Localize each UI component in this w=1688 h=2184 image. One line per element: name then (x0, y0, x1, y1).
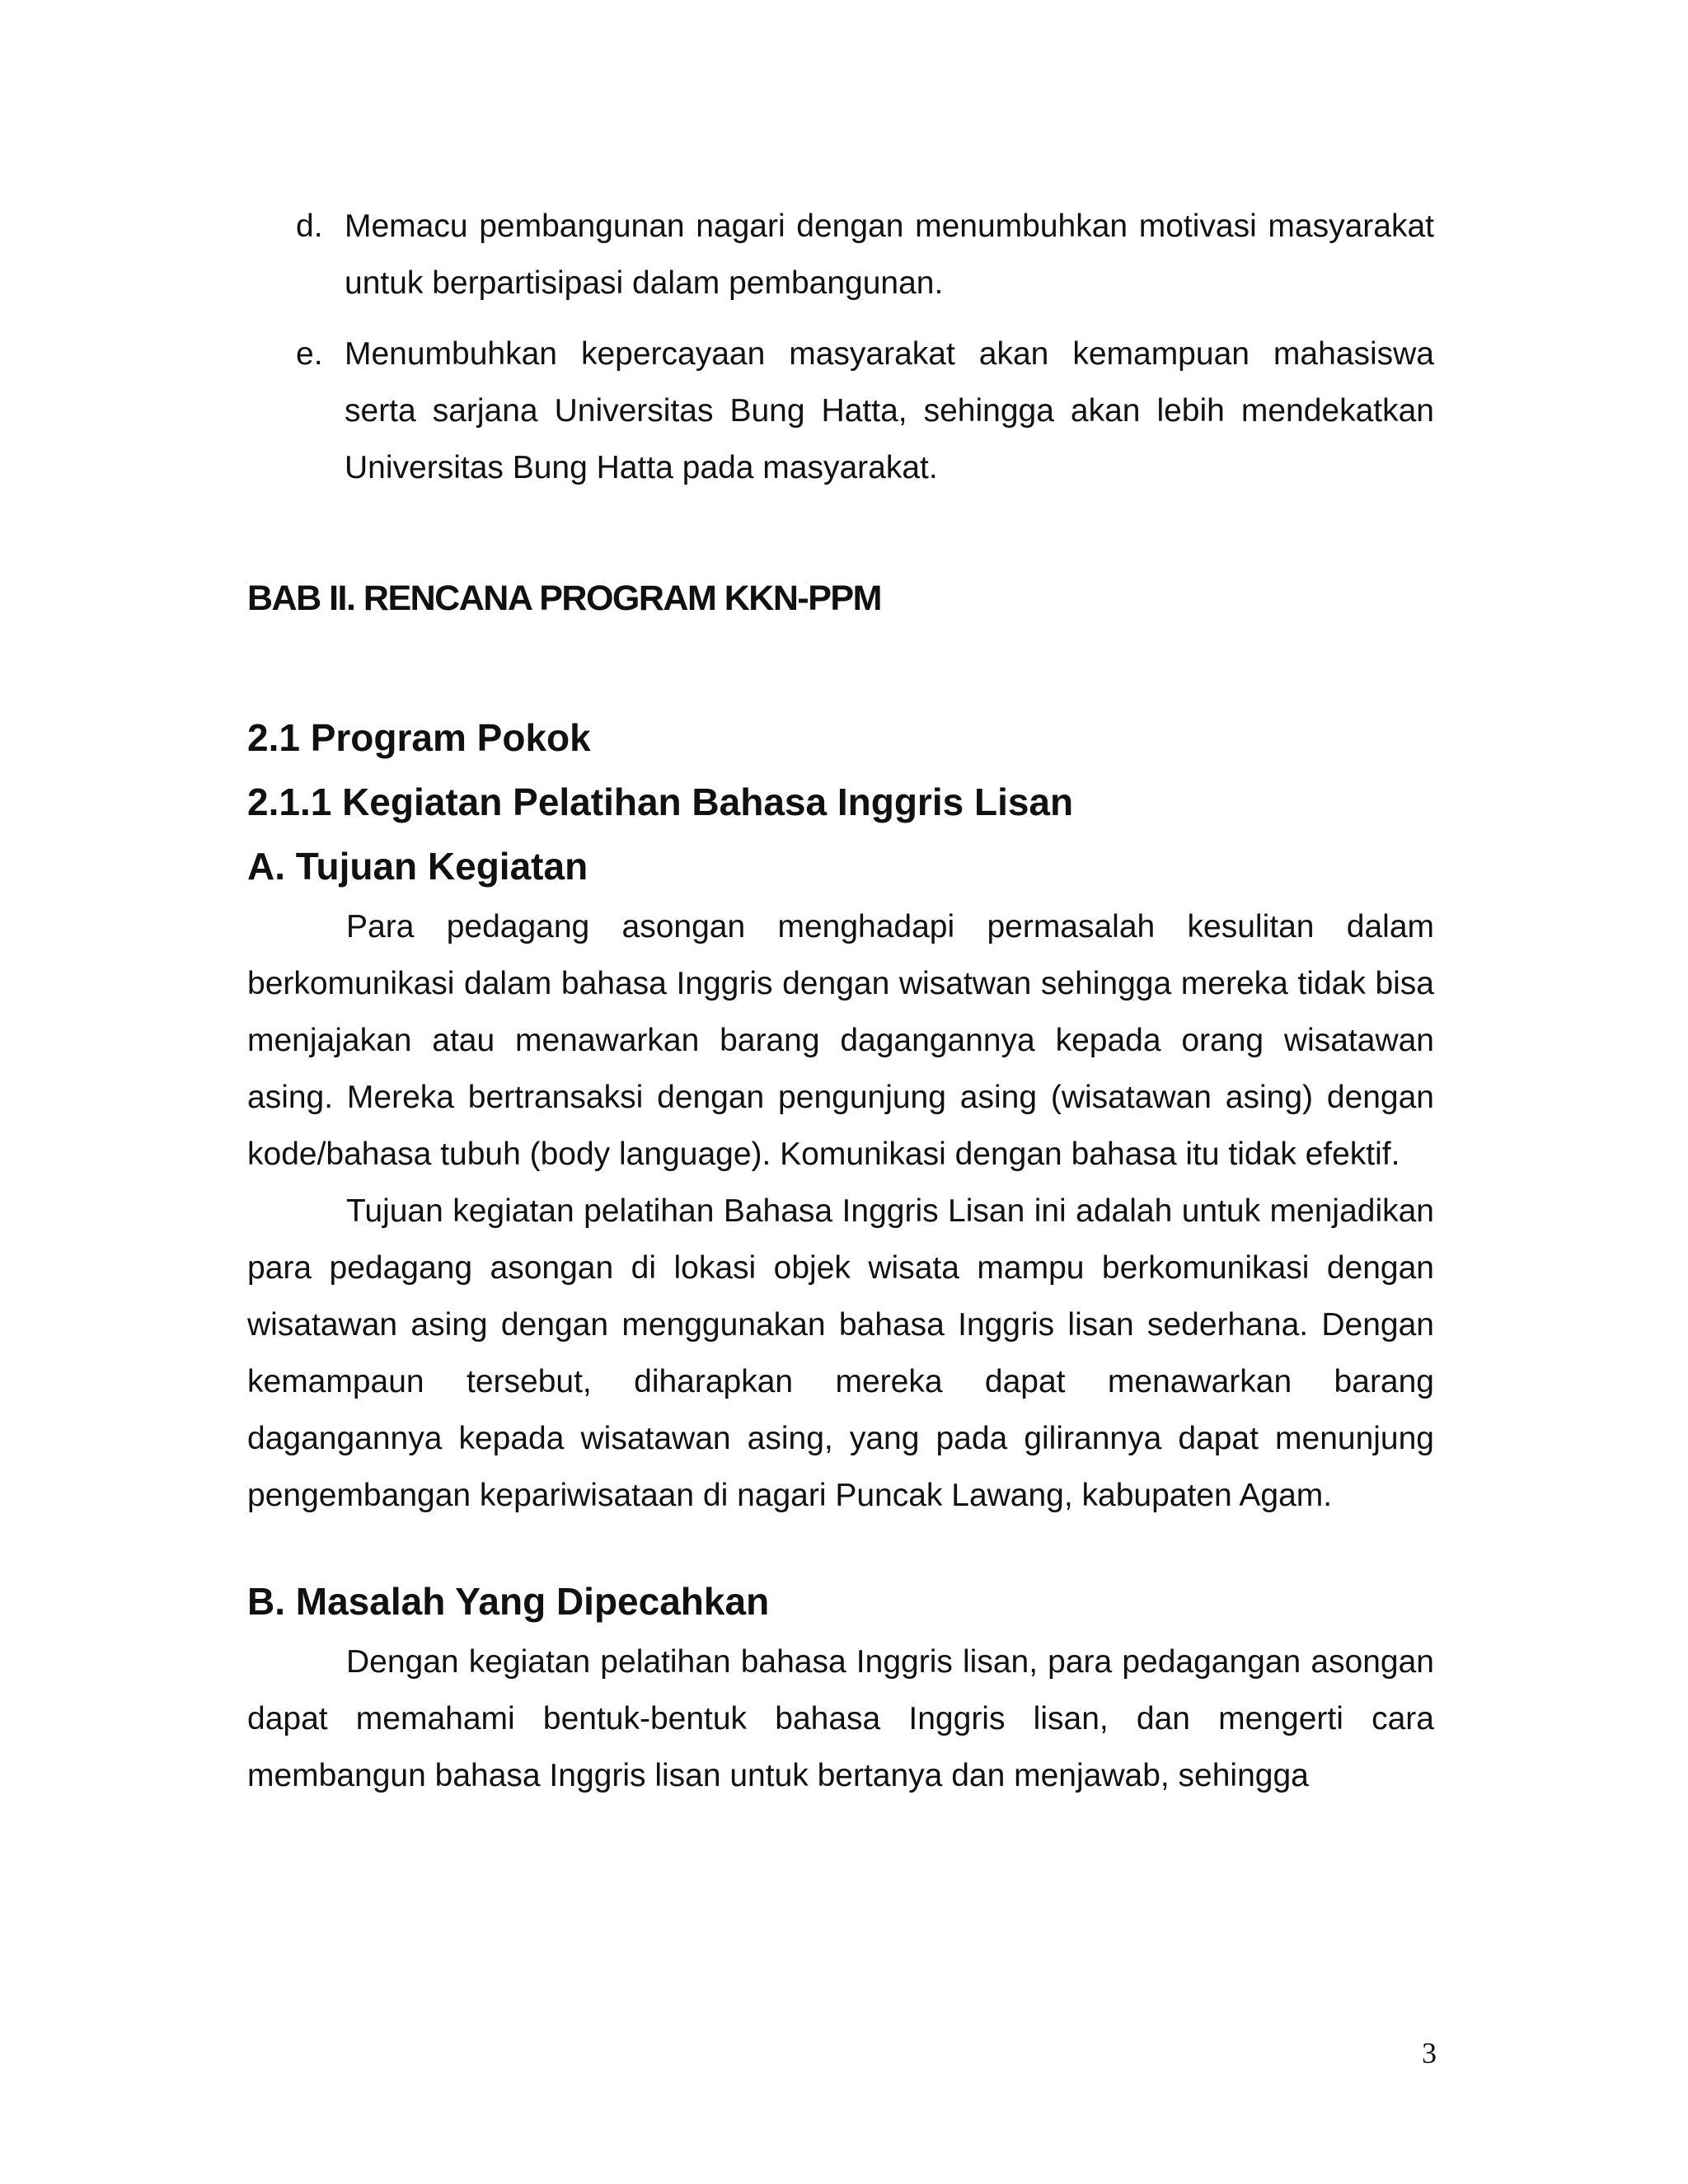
list-item (247, 198, 1434, 312)
part-a-heading: A. Tujuan Kegiatan (247, 845, 588, 888)
paragraph: Dengan kegiatan pelatihan bahasa Inggris lisan, para pedagangan asongan dapat memahami bentuk-bentuk bahasa Inggris lisan, dan mengerti cara membangun bahasa Inggris lisan untuk bertanya dan menjawab, sehingga (247, 1644, 1434, 1793)
page-number: 3 (1422, 2036, 1437, 2069)
list-item-text: Menumbuhkan kepercayaan masyarakat akan kemampuan mahasiswa serta sarjana Universitas Bung Hatta, sehingga akan lebih mendekatkan Universitas Bung Hatta pada masyarakat. (345, 336, 1434, 485)
page-content (247, 198, 1434, 1804)
list-item-text: Memacu pembangunan nagari dengan menumbuhkan motivasi masyarakat untuk berpartisipasi dalam pembangunan. (345, 209, 1434, 301)
paragraph: Tujuan kegiatan pelatihan Bahasa Inggris Lisan ini adalah untuk menjadikan para pedagang asongan di lokasi objek wisata mampu berkomunikasi dengan wisatawan asing dengan menggunakan bahasa Inggris lisan sederhana. Dengan kemampaun tersebut, diharapkan mereka dapat menawarkan barang dagangannya kepada wisatawan asing, yang pada gilirannya dapat menunjung pengembangan kepariwisataan di nagari Puncak Lawang, kabupaten Agam. (247, 1193, 1434, 1513)
chapter-heading: BAB II. RENCANA PROGRAM KKN-PPM (247, 579, 881, 618)
objective-list (247, 198, 1434, 496)
section-heading: 2.1 Program Pokok (247, 716, 591, 759)
list-marker: d. (296, 209, 323, 244)
list-marker: e. (296, 336, 323, 372)
paragraph: Para pedagang asongan menghadapi permasalah kesulitan dalam berkomunikasi dalam bahasa Inggris dengan wisatwan sehingga mereka tidak bisa menjajakan atau menawarkan barang dagangannya kepada orang wisatawan asing. Mereka bertransaksi dengan pengunjung asing (wisatawan asing) dengan kode/bahasa tubuh (body language). Komunikasi dengan bahasa itu tidak efektif. (247, 909, 1434, 1172)
list-item (247, 326, 1434, 496)
part-b-heading: B. Masalah Yang Dipecahkan (247, 1580, 770, 1623)
subsection-heading: 2.1.1 Kegiatan Pelatihan Bahasa Inggris Lisan (247, 780, 1074, 823)
